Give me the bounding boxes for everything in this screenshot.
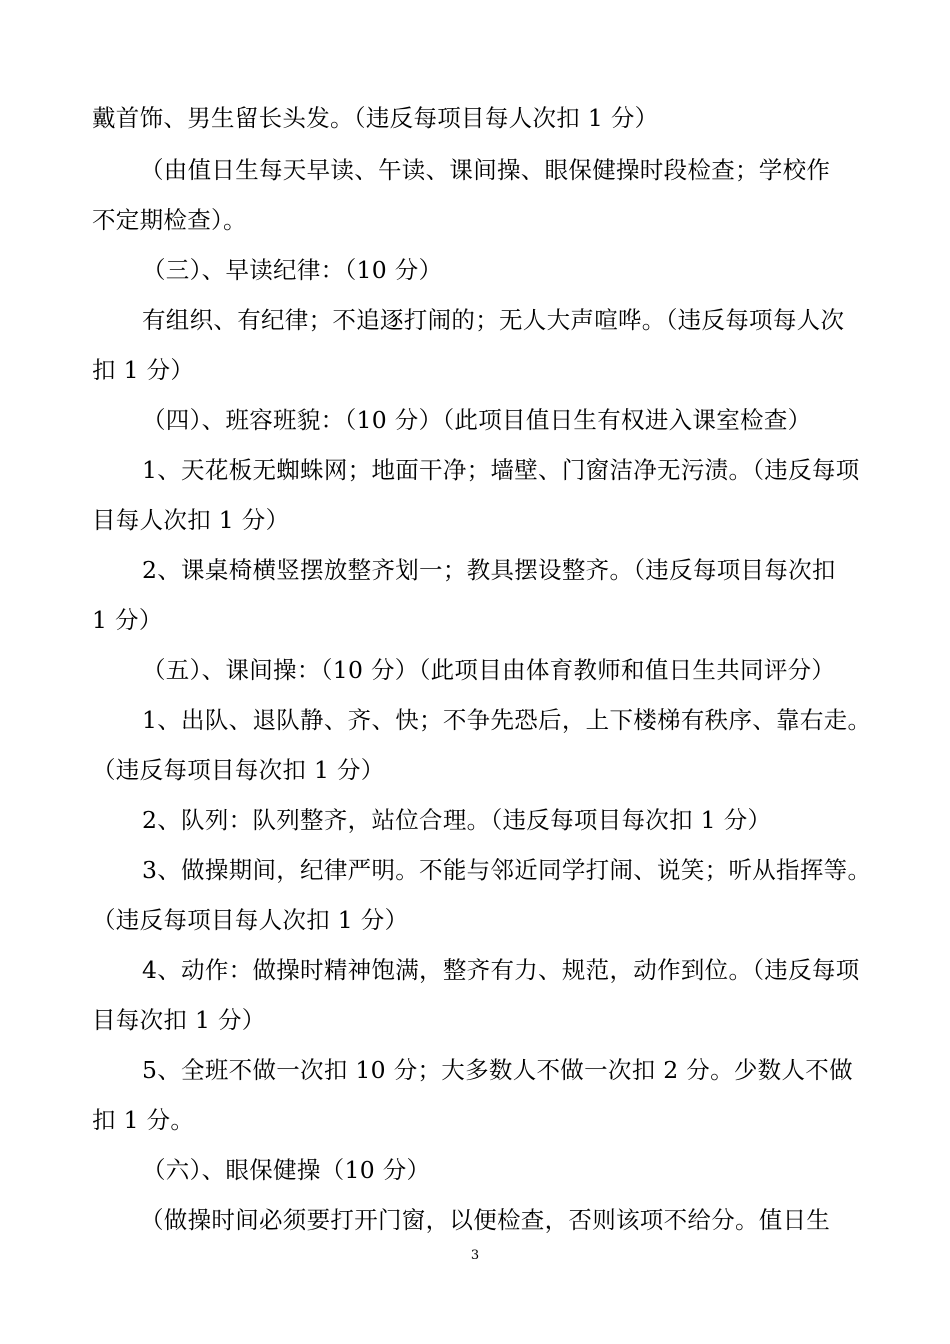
text-line: 5、全班不做一次扣 10 分；大多数人不做一次扣 2 分。少数人不做: [142, 1056, 853, 1084]
page-number: 3: [470, 1248, 480, 1263]
text-line: 2、队列：队列整齐，站位合理。（违反每项目每次扣 1 分）: [142, 806, 772, 834]
text-line: （由值日生每天早读、午读、课间操、眼保健操时段检查；学校作: [140, 156, 831, 184]
text-line: 1、天花板无蜘蛛网；地面干净；墙壁、门窗洁净无污渍。（违反每项: [142, 456, 860, 484]
text-line: 1、出队、退队静、齐、快；不争先恐后，上下楼梯有秩序、靠右走。: [142, 706, 872, 734]
section-heading: （五）、课间操：（10 分）（此项目由体育教师和值日生共同评分）: [142, 656, 836, 684]
text-line: （违反每项目每人次扣 1 分）: [92, 906, 409, 934]
text-line: 1 分）: [92, 606, 163, 634]
text-line: （做操时间必须要打开门窗，以便检查，否则该项不给分。值日生: [140, 1206, 831, 1234]
text-line: 3、做操期间，纪律严明。不能与邻近同学打闹、说笑；听从指挥等。: [142, 856, 872, 884]
section-heading: （四）、班容班貌：（10 分）（此项目值日生有权进入课室检查）: [142, 406, 812, 434]
text-line: 扣 1 分。: [92, 1106, 195, 1134]
text-line: 2、课桌椅横竖摆放整齐划一；教具摆设整齐。（违反每项目每次扣: [142, 556, 836, 584]
text-line: 不定期检查）。: [92, 206, 247, 234]
text-line: 戴首饰、男生留长头发。（违反每项目每人次扣 1 分）: [92, 104, 659, 132]
text-line: （违反每项目每次扣 1 分）: [92, 756, 385, 784]
text-line: 4、动作：做操时精神饱满，整齐有力、规范，动作到位。（违反每项: [142, 956, 860, 984]
text-line: 扣 1 分）: [92, 356, 195, 384]
section-heading: （三）、早读纪律：（10 分）: [142, 256, 443, 284]
text-line: 目每人次扣 1 分）: [92, 506, 290, 534]
text-line: 目每次扣 1 分）: [92, 1006, 266, 1034]
section-heading: （六）、眼保健操（10 分）: [142, 1156, 431, 1184]
text-line: 有组织、有纪律；不追逐打闹的；无人大声喧哗。（违反每项每人次: [142, 306, 845, 334]
